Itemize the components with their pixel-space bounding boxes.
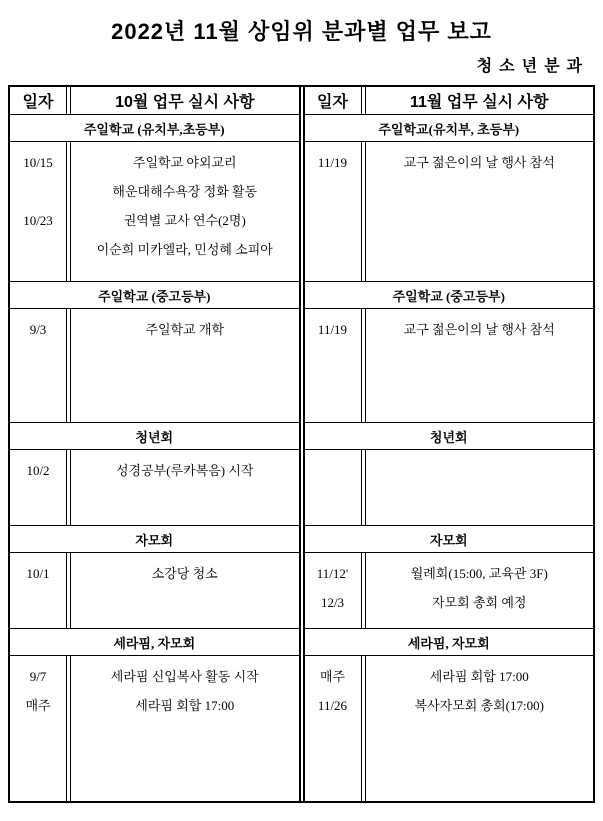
section-header-row [10, 114, 299, 141]
section-data-row [305, 552, 594, 628]
work-item: 교구 젊은이의 날 행사 참석 [403, 322, 555, 337]
date-cell [10, 450, 67, 525]
date-value: 10/23 [23, 213, 53, 228]
section-title: 주일학교 (중고등부) [392, 288, 505, 304]
work-item: 이순희 미카엘라, 민성혜 소피아 [96, 242, 273, 257]
work-cell [366, 656, 594, 801]
work-item: 복사자모회 총회(17:00) [414, 698, 544, 713]
date-cell [305, 450, 362, 525]
section-title: 주일학교 (중고등부) [98, 288, 211, 304]
section-data-row [305, 141, 594, 281]
work-report-table [8, 85, 595, 803]
date-cell [10, 142, 67, 281]
work-cell [71, 309, 299, 422]
section-header-row [305, 628, 594, 655]
work-cell [71, 450, 299, 525]
section-title: 청년회 [135, 429, 174, 445]
date-value: 12/3 [320, 595, 345, 610]
section-title: 세라핌, 자모회 [407, 635, 490, 651]
work-item: 소강당 청소 [151, 566, 218, 581]
section-data-row [10, 552, 299, 628]
section-data-row [305, 308, 594, 422]
work-item: 주일학교 야외교리 [132, 155, 237, 170]
section-title: 청년회 [429, 429, 468, 445]
work-cell [366, 553, 594, 628]
november-header-row [305, 87, 594, 114]
work-item: 교구 젊은이의 날 행사 참석 [403, 155, 555, 170]
section-header-row [305, 281, 594, 308]
work-cell [71, 656, 299, 801]
section-data-row [10, 655, 299, 801]
work-item: 월례회(15:00, 교육관 3F) [410, 566, 548, 581]
date-value: 9/7 [29, 669, 47, 684]
section-data-row [305, 655, 594, 801]
date-value [10, 177, 66, 206]
date-cell [305, 656, 362, 801]
date-value: 11/19 [317, 322, 348, 337]
date-value: 매주 [319, 669, 346, 684]
section-data-row [305, 449, 594, 525]
section-header-row [305, 114, 594, 141]
date-value: 11/12' [316, 566, 349, 581]
date-column-header: 일자 [305, 87, 362, 114]
work-item: 자모회 총회 예정 [432, 595, 527, 610]
section-title: 세라핌, 자모회 [113, 635, 196, 651]
date-cell [305, 309, 362, 422]
work-item: 성경공부(루카복음) 시작 [116, 463, 254, 478]
work-column-header: 10월 업무 실시 사항 [115, 94, 255, 111]
date-value: 9/3 [29, 322, 47, 337]
october-half [10, 87, 299, 801]
work-item: 권역별 교사 연수(2명) [123, 213, 246, 228]
section-header-row [305, 525, 594, 552]
section-title: 자모회 [135, 532, 174, 548]
work-item: 세라핌 신입복사 활동 시작 [110, 669, 259, 684]
section-data-row [10, 141, 299, 281]
date-column-header: 일자 [10, 87, 67, 114]
section-header-row [10, 525, 299, 552]
date-value: 10/15 [23, 155, 53, 170]
november-half [305, 87, 594, 801]
work-cell [366, 142, 594, 281]
section-data-row [10, 449, 299, 525]
october-header-row [10, 87, 299, 114]
date-cell [305, 142, 362, 281]
date-cell [10, 309, 67, 422]
work-item: 주일학교 개학 [145, 322, 225, 337]
work-cell [71, 553, 299, 628]
section-header-row [10, 628, 299, 655]
date-value: 10/1 [26, 566, 50, 581]
date-value: 10/2 [26, 463, 50, 478]
work-item: 세라핌 회합 17:00 [429, 669, 529, 684]
work-cell [71, 142, 299, 281]
section-header-row [10, 422, 299, 449]
division-name: 청소년분과 [476, 58, 589, 75]
section-title: 주일학교 (유치부,초등부) [83, 121, 225, 137]
section-title: 주일학교(유치부, 초등부) [378, 121, 520, 137]
date-cell [305, 553, 362, 628]
work-column-header: 11월 업무 실시 사항 [410, 94, 549, 111]
date-value: 매주 [25, 698, 51, 713]
date-cell [10, 553, 67, 628]
work-item: 해운대해수욕장 정화 활동 [112, 184, 258, 199]
section-header-row [305, 422, 594, 449]
work-cell [366, 450, 594, 525]
section-title: 자모회 [429, 532, 468, 548]
date-cell [10, 656, 67, 801]
date-value [10, 235, 66, 264]
report-title: 2022년 11월 상임위 분과별 업무 보고 [111, 19, 492, 44]
date-value: 11/26 [317, 698, 348, 713]
section-data-row [10, 308, 299, 422]
work-cell [366, 309, 594, 422]
date-value: 11/19 [317, 155, 348, 170]
section-header-row [10, 281, 299, 308]
work-item: 세라핌 회합 17:00 [135, 698, 235, 713]
